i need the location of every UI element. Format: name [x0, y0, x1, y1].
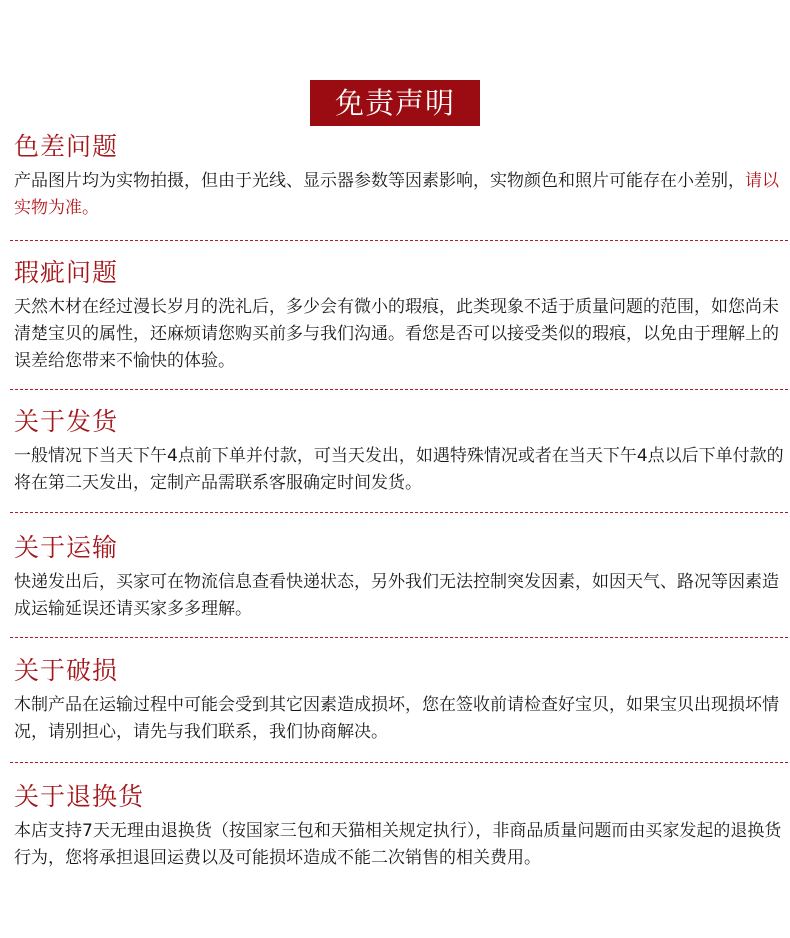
section-title: 关于破损	[14, 656, 119, 685]
section-divider	[10, 637, 788, 638]
section-body: 木制产品在运输过程中可能会受到其它因素造成损坏，您在签收前请检查好宝贝，如果宝贝出现损坏情况，请别担心，请先与我们联系，我们协商解决。	[14, 695, 779, 742]
section-color-difference	[14, 132, 784, 222]
section-title: 色差问题	[14, 132, 119, 161]
section-returns	[14, 782, 784, 872]
section-divider	[10, 512, 788, 513]
banner-title: 免责声明	[334, 86, 455, 120]
section-transport	[14, 533, 784, 623]
section-title: 关于退换货	[14, 782, 145, 811]
section-body: 一般情况下当天下午4点前下单并付款，可当天发出，如遇特殊情况或者在当天下午4点以后下单付款的将在第二天发出，定制产品需联系客服确定时间发货。	[14, 446, 784, 493]
section-shipping	[14, 407, 784, 497]
section-body: 本店支持7天无理由退换货（按国家三包和天猫相关规定执行），非商品质量问题而由买家发起的退换货行为，您将承担退回运费以及可能损坏造成不能二次销售的相关费用。	[14, 821, 782, 868]
disclaimer-banner	[310, 80, 480, 126]
section-title: 关于运输	[14, 533, 119, 562]
section-damage	[14, 656, 784, 746]
section-divider	[10, 762, 788, 763]
section-divider	[10, 389, 788, 390]
section-body: 快递发出后，买家可在物流信息查看快递状态，另外我们无法控制突发因素，如因天气、路况等因素造成运输延误还请买家多多理解。	[14, 572, 779, 619]
section-divider	[10, 240, 788, 241]
section-body-text: 产品图片均为实物拍摄，但由于光线、显示器参数等因素影响，实物颜色和照片可能存在小差别，	[14, 171, 745, 191]
section-highlight-text: 请以实物为准。	[14, 171, 779, 218]
section-title: 关于发货	[14, 407, 119, 436]
section-title: 瑕疵问题	[14, 258, 119, 287]
section-body: 天然木材在经过漫长岁月的洗礼后，多少会有微小的瑕痕，此类现象不适于质量问题的范围，如您尚未清楚宝贝的属性，还麻烦请您购买前多与我们沟通。看您是否可以接受类似的瑕痕，以免由于理解上的误差给您带来不愉快的体验。	[14, 297, 779, 371]
section-defects	[14, 258, 784, 375]
section-body	[14, 168, 784, 222]
